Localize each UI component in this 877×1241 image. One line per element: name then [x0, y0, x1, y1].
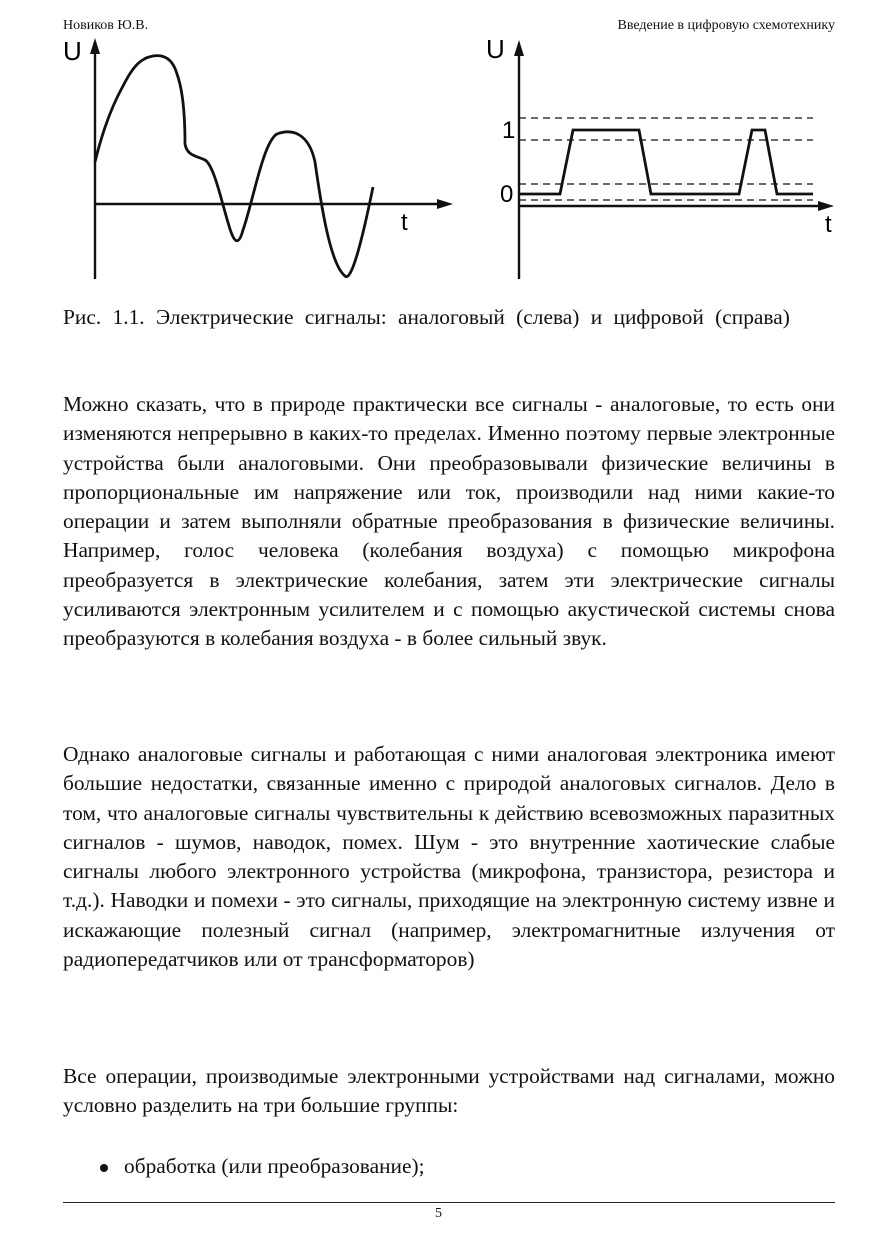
digital-x-axis-label: t	[825, 211, 832, 238]
digital-signal-plot	[486, 34, 834, 279]
analog-x-axis-arrow	[437, 199, 453, 209]
bullet-icon	[100, 1164, 108, 1172]
paragraph-analog-nature: Можно сказать, что в природе практически все сигналы - аналоговые, то есть они изменяются непрерывно в каких-то пределах. Именно поэтому первые электронные устройства были аналоговыми. Они преобразовывали физические величины в пропорциональные им напряжение или ток, производили над ними какие-то операции и затем выполняли обратные преобразования в физические величины. Например, голос человека (колебания воздуха) с помощью микрофона преобразуется в электрические колебания, затем эти электрические сигналы усиливаются электронным усилителем и с помощью акустической системы снова преобразуются в колебания воздуха - в более сильный звук.	[63, 392, 835, 651]
figure-caption: Рис. 1.1. Электрические сигналы: аналоговый (слева) и цифровой (справа)	[63, 305, 790, 329]
digital-y-axis-arrow	[514, 40, 524, 56]
level-low-label: 0	[500, 181, 514, 208]
analog-x-axis-label: t	[401, 209, 408, 236]
level-high-label: 1	[502, 117, 516, 144]
analog-y-axis-label: U	[63, 36, 82, 66]
footer-divider	[63, 1202, 835, 1203]
analog-y-axis-arrow	[90, 38, 100, 54]
digital-x-axis-arrow	[818, 201, 834, 211]
header-book-title: Введение в цифровую схемотехнику	[617, 18, 835, 33]
header-author: Новиков Ю.В.	[63, 18, 149, 33]
digital-y-axis-label: U	[486, 34, 505, 64]
page-number: 5	[435, 1206, 442, 1221]
paragraph-operation-groups: Все операции, производимые электронными устройствами над сигналами, можно условно разделить на три большие группы:	[63, 1064, 835, 1118]
paragraph-analog-drawbacks: Однако аналоговые сигналы и работающая с ними аналоговая электроника имеют большие недостатки, связанные именно с природой аналоговых сигналов. Дело в том, что аналоговые сигналы чувствительны к действию всевозможных паразитных сигналов - шумов, наводок, помех. Шум - это внутренние хаотические слабые сигналы любого электронного устройства (микрофона, транзистора, резистора и т.д.). Наводки и помехи - это сигналы, приходящие на электронную систему извне и искажающие полезный сигнал (например, электромагнитные излучения от радиопередатчиков или от трансформаторов)	[63, 742, 835, 972]
signals-figure	[55, 34, 845, 284]
list-item-text: обработка (или преобразование);	[124, 1154, 425, 1178]
analog-signal-curve	[95, 56, 373, 277]
list-item	[63, 1152, 425, 1181]
operation-groups-list	[63, 1152, 425, 1181]
analog-signal-plot	[63, 36, 453, 279]
